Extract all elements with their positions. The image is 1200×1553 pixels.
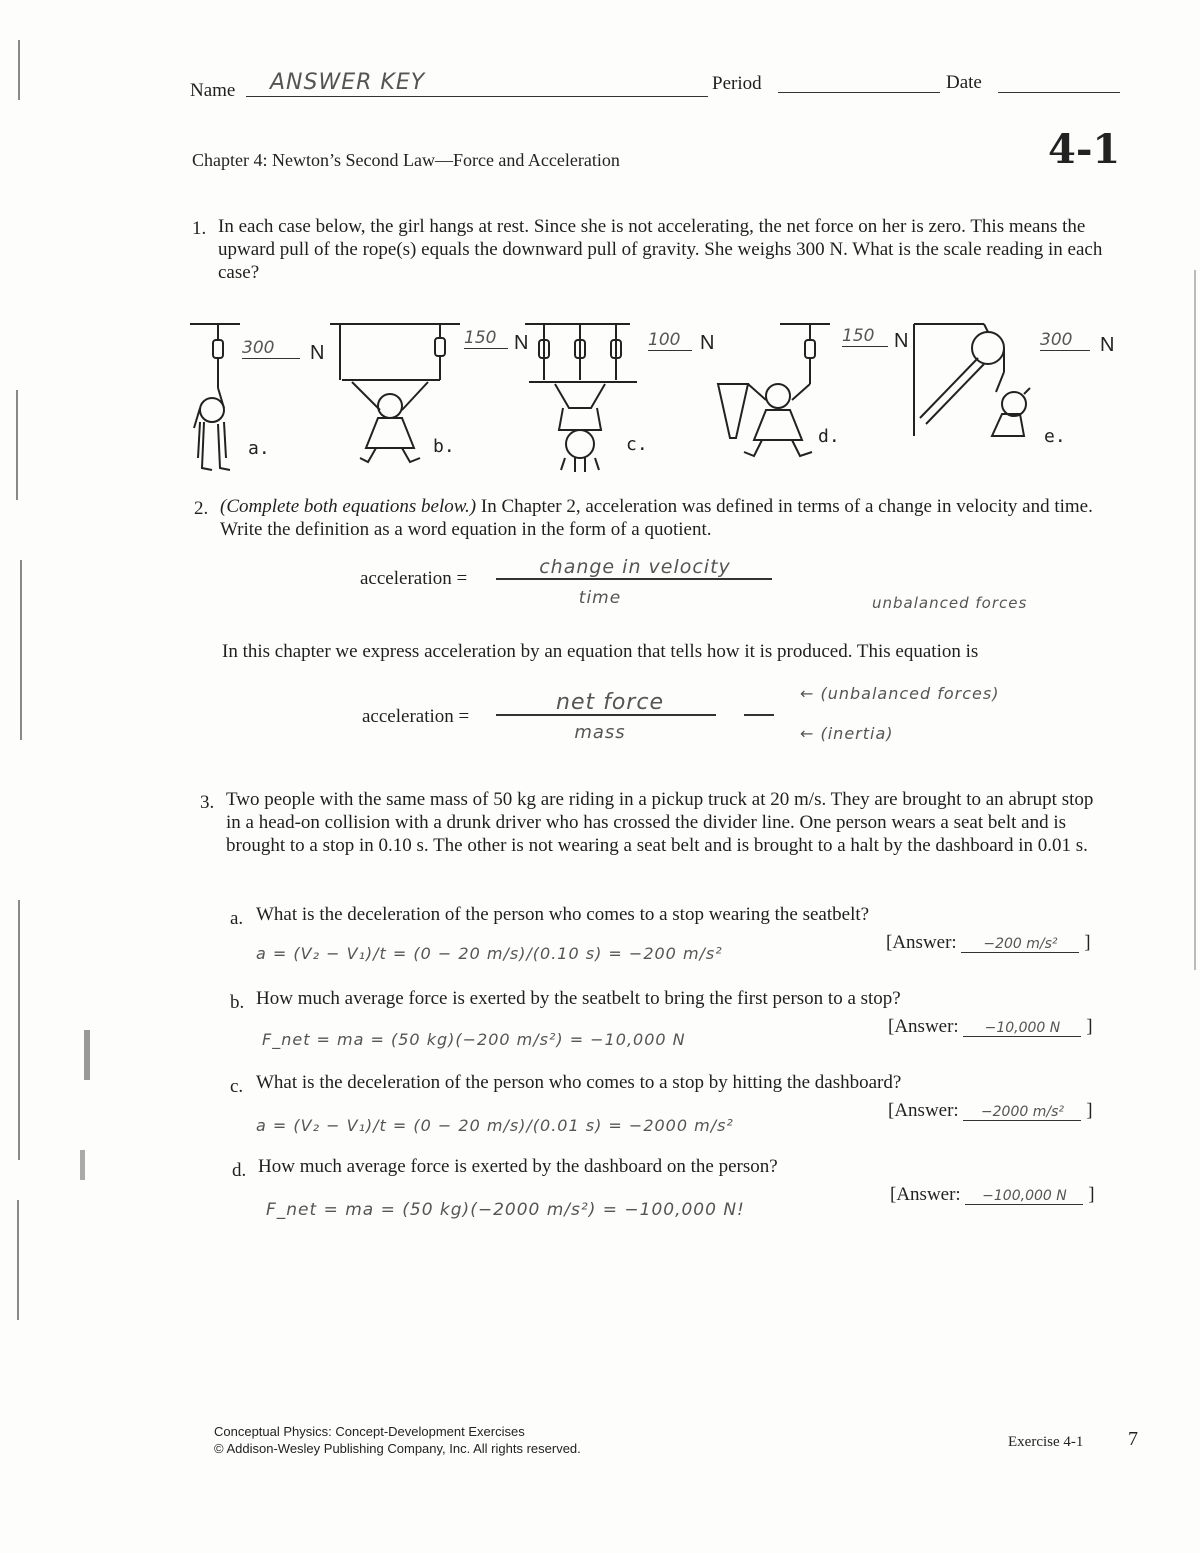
chapter-title: Chapter 4: Newton’s Second Law—Force and Acceleration xyxy=(192,150,620,170)
eq1-denominator: time xyxy=(578,588,622,608)
name-label: Name xyxy=(190,80,236,101)
eq1-label: acceleration = xyxy=(360,568,468,589)
q3a-answer-value: −200 m/s² xyxy=(961,936,1079,953)
q3b-question: How much average force is exerted by the seatbelt to bring the first person to a stop? xyxy=(256,988,901,1009)
figure-a-unit: N xyxy=(310,342,325,364)
q3d-answer-box xyxy=(890,1184,1095,1206)
exercise-number: 4-1 xyxy=(1048,126,1121,173)
q3a-answer-close: ] xyxy=(1084,932,1091,953)
q3c-answer-label: [Answer: xyxy=(888,1100,959,1121)
footer-page-number: 7 xyxy=(1128,1428,1138,1450)
q3-number: 3. xyxy=(200,792,215,813)
figure-c-reading: 100 xyxy=(648,330,692,351)
figure-d-unit: N xyxy=(894,330,909,352)
q3b-letter: b. xyxy=(230,992,245,1013)
figure-d-label: d. xyxy=(818,426,840,447)
q3c-answer-box xyxy=(888,1100,1093,1122)
figure-b-unit: N xyxy=(514,332,529,354)
q3c-answer-close: ] xyxy=(1086,1100,1093,1121)
date-label: Date xyxy=(946,72,982,93)
q3d-answer-close: ] xyxy=(1088,1184,1095,1205)
figure-e-unit: N xyxy=(1100,334,1115,356)
footer-exercise-label: Exercise 4-1 xyxy=(1008,1434,1084,1450)
q3b-answer-box xyxy=(888,1016,1093,1038)
figure-a-reading: 300 xyxy=(242,338,300,359)
eq2-note-top: ← (unbalanced forces) xyxy=(800,684,1000,703)
q3b-work: F_net = ma = (50 kg)(−200 m/s²) = −10,000 N xyxy=(262,1030,686,1049)
footer-book-title: Conceptual Physics: Concept-Development Exercises xyxy=(214,1424,525,1439)
eq2-fraction-bar xyxy=(496,714,716,716)
q3b-answer-close: ] xyxy=(1086,1016,1093,1037)
figure-b-reading: 150 xyxy=(464,328,508,349)
q3c-work: a = (V₂ − V₁)/t = (0 − 20 m/s)/(0.01 s) = −2000 m/s² xyxy=(256,1116,734,1135)
figure-c-label: c. xyxy=(626,434,648,455)
q3c-answer-value: −2000 m/s² xyxy=(963,1104,1081,1121)
eq2-note-bottom: ← (inertia) xyxy=(800,724,894,743)
q3c-question: What is the deceleration of the person who comes to a stop by hitting the dashboard? xyxy=(256,1072,902,1093)
q3d-work: F_net = ma = (50 kg)(−2000 m/s²) = −100,000 N! xyxy=(266,1200,745,1220)
q3d-letter: d. xyxy=(232,1160,247,1181)
q3b-answer-label: [Answer: xyxy=(888,1016,959,1037)
q3d-answer-value: −100,000 N xyxy=(965,1188,1083,1205)
date-line xyxy=(998,70,1120,93)
q3a-answer-box xyxy=(886,932,1091,954)
eq2-denominator: mass xyxy=(574,722,626,743)
q1-number: 1. xyxy=(192,218,207,239)
eq2-numerator: net force xyxy=(556,690,664,715)
period-label: Period xyxy=(712,73,762,94)
footer-copyright: © Addison-Wesley Publishing Company, Inc. All rights reserved. xyxy=(214,1441,581,1456)
q3b-answer-value: −10,000 N xyxy=(963,1020,1081,1037)
eq2-dash xyxy=(744,714,774,716)
q3a-answer-label: [Answer: xyxy=(886,932,957,953)
q3a-work: a = (V₂ − V₁)/t = (0 − 20 m/s)/(0.10 s) = −200 m/s² xyxy=(256,944,723,963)
q2-intro-italic: (Complete both equations below.) xyxy=(220,496,477,517)
q3c-letter: c. xyxy=(230,1076,244,1097)
q3d-question: How much average force is exerted by the dashboard on the person? xyxy=(258,1156,778,1177)
figure-a-label: a. xyxy=(248,438,270,459)
q2-middle-text: In this chapter we express acceleration by an equation that tells how it is produced. This equation is xyxy=(222,641,979,662)
figure-d-reading: 150 xyxy=(842,326,888,347)
q1-text: In each case below, the girl hangs at rest. Since she is not accelerating, the net force on her is zero. This means the upward pull of the rope(s) equals the downward pull of gravity. She weighs 300 N. What is the scale reading in each case? xyxy=(218,216,1103,283)
q3a-letter: a. xyxy=(230,908,244,929)
q2-number: 2. xyxy=(194,498,209,519)
q3-text: Two people with the same mass of 50 kg are riding in a pickup truck at 20 m/s. They are brought to an abrupt stop in a head-on collision with a drunk driver who has crossed the divider line. One person wears a seat belt and is brought to a stop in 0.10 s. The other is not wearing a seat belt and is brought to a halt by the dashboard in 0.01 s. xyxy=(226,789,1094,856)
q2-intro-text: In Chapter 2, acceleration was defined in terms of a change in velocity and time. Write the definition as a word equation in the form of a quotient. xyxy=(220,496,1093,540)
name-value: ANSWER KEY xyxy=(270,70,426,95)
eq1-fraction-bar xyxy=(496,578,772,580)
eq1-numerator: change in velocity xyxy=(539,556,731,578)
figure-e-reading: 300 xyxy=(1040,330,1090,351)
side-note: unbalanced forces xyxy=(872,594,1028,612)
period-line xyxy=(778,70,940,93)
q3a-question: What is the deceleration of the person who comes to a stop wearing the seatbelt? xyxy=(256,904,870,925)
q2-intro xyxy=(220,495,1120,541)
eq2-label: acceleration = xyxy=(362,706,470,727)
figure-c-unit: N xyxy=(700,332,715,354)
figure-e-label: e. xyxy=(1044,426,1066,447)
figure-b-label: b. xyxy=(433,436,455,457)
q3d-answer-label: [Answer: xyxy=(890,1184,961,1205)
